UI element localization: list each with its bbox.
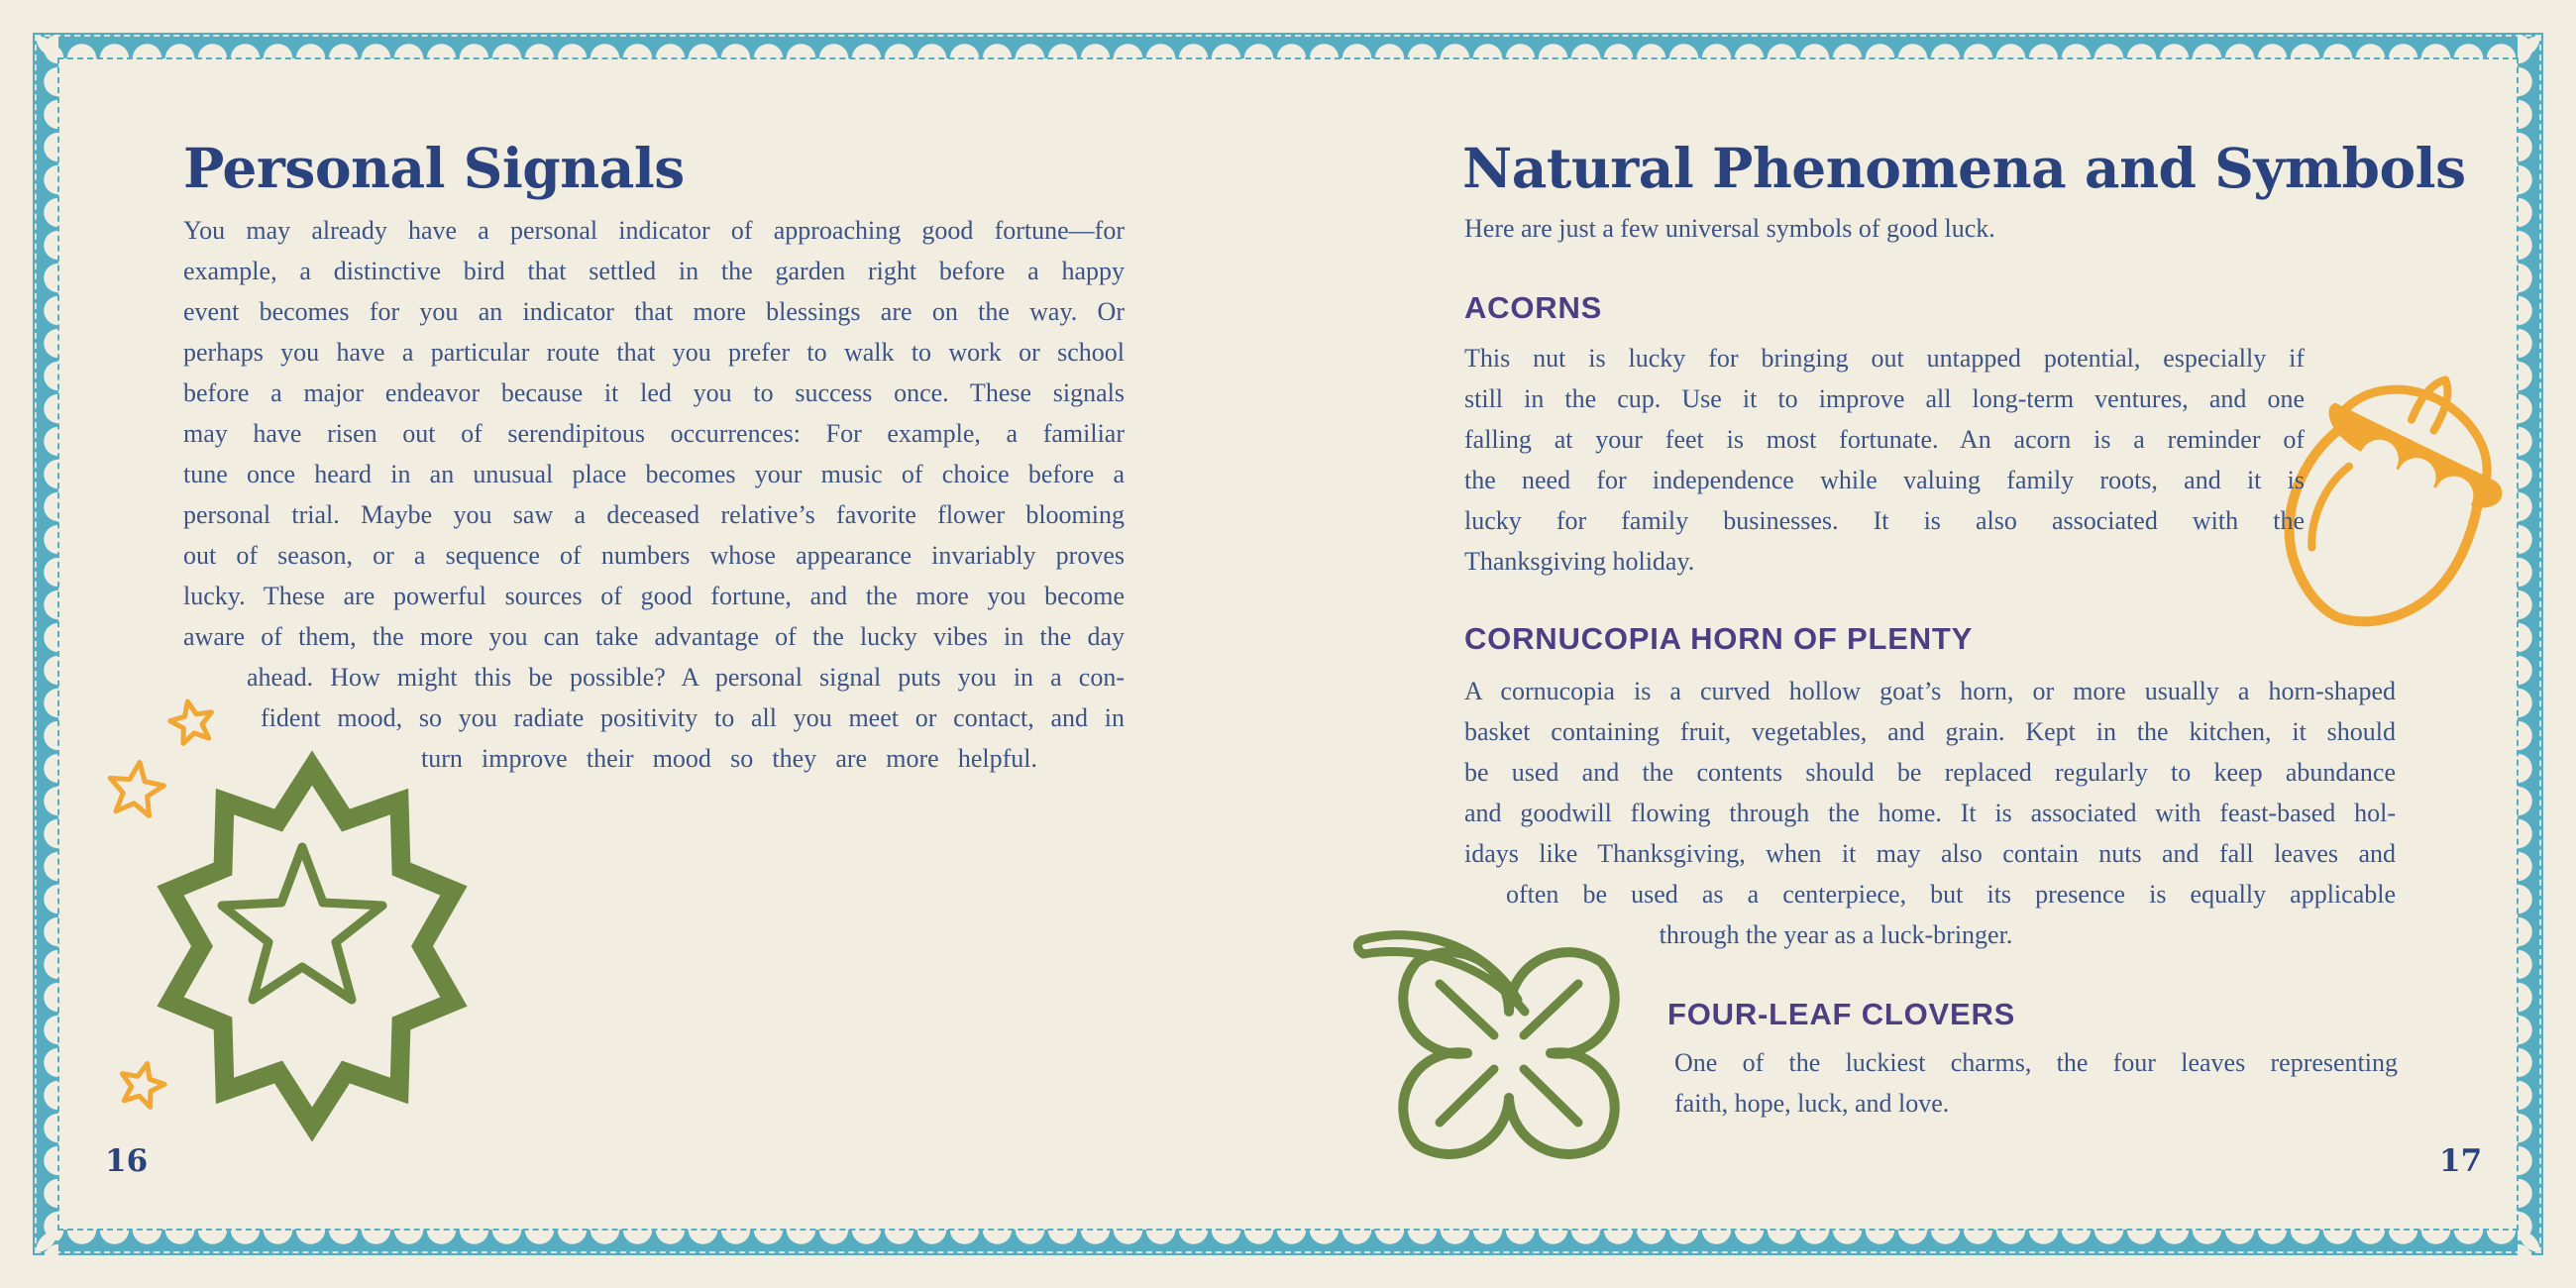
text-line: fident mood, so you radiate positivity to all you meet or contact, and in — [261, 703, 1125, 732]
text-line: often be used as a centerpiece, but its presence is equally applicable — [1506, 880, 2396, 909]
text-line: aware of them, the more you can take advantage of the lucky vibes in the day — [183, 622, 1125, 651]
text-line: still in the cup. Use it to improve all long-term ventures, and one — [1464, 384, 2305, 413]
text-line: You may already have a personal indicator of approaching good fortune—for — [183, 216, 1125, 245]
text-line: tune once heard in an unusual place becomes your music of choice before a — [183, 460, 1125, 488]
text-line: ahead. How might this be possible? A personal signal puts you in a con- — [247, 663, 1125, 692]
starburst-seal-icon — [149, 758, 476, 1134]
text-line: before a major endeavor because it led you to success once. These signals — [183, 378, 1125, 407]
text-line: perhaps you have a particular route that you prefer to walk to work or school — [183, 338, 1125, 367]
acorns-paragraph — [1464, 338, 2305, 582]
left-page-number: 16 — [105, 1143, 149, 1179]
clovers-paragraph — [1674, 1042, 2398, 1124]
right-page-number: 17 — [2439, 1143, 2483, 1179]
acorns-section-heading: ACORNS — [1464, 290, 1603, 325]
scallop-border-right — [2518, 33, 2543, 1255]
text-line: example, a distinctive bird that settled in the garden right before a happy — [183, 257, 1125, 285]
text-line: Thanksgiving holiday. — [1464, 547, 1695, 576]
scallop-border-left — [33, 33, 58, 1255]
outline-star-icon — [94, 750, 176, 831]
text-line: basket containing fruit, vegetables, and grain. Kept in the kitchen, it should — [1464, 717, 2396, 746]
left-page-title: Personal Signals — [183, 136, 685, 200]
text-line: through the year as a luck-bringer. — [1659, 920, 2013, 949]
text-line: faith, hope, luck, and love. — [1674, 1089, 1950, 1118]
text-line: may have risen out of serendipitous occurrences: For example, a familiar — [183, 419, 1125, 448]
text-line: A cornucopia is a curved hollow goat’s horn, or more usually a horn-shaped — [1464, 677, 2396, 705]
cornucopia-section-heading: CORNUCOPIA HORN OF PLENTY — [1464, 621, 1974, 656]
cornucopia-paragraph — [1464, 671, 2396, 955]
text-line: turn improve their mood so they are more helpful. — [421, 744, 1037, 773]
text-line: lucky. These are powerful sources of good fortune, and the more you become — [183, 582, 1125, 610]
text-line: lucky for family businesses. It is also associated with the — [1464, 506, 2305, 535]
right-page-intro: Here are just a few universal symbols of good luck. — [1464, 214, 1995, 243]
text-line: idays like Thanksgiving, when it may also contain nuts and fall leaves and — [1464, 839, 2396, 868]
text-line: out of season, or a sequence of numbers whose appearance invariably proves — [183, 541, 1125, 570]
personal-signals-paragraph — [183, 210, 1125, 779]
right-page-title: Natural Phenomena and Symbols — [1462, 136, 2466, 200]
text-line: and goodwill flowing through the home. It is associated with feast-based hol- — [1464, 799, 2396, 827]
text-line: be used and the contents should be replaced regularly to keep abundance — [1464, 758, 2396, 787]
text-line: falling at your feet is most fortunate. An acorn is a reminder of — [1464, 425, 2305, 454]
text-line: This nut is lucky for bringing out untapped potential, especially if — [1464, 344, 2305, 373]
scallop-border-top — [33, 33, 2543, 58]
text-line: personal trial. Maybe you saw a deceased relative’s favorite flower blooming — [183, 500, 1125, 529]
text-line: One of the luckiest charms, the four leaves representing — [1674, 1048, 2398, 1077]
text-line: the need for independence while valuing family roots, and it is — [1464, 466, 2305, 494]
clovers-section-heading: FOUR-LEAF CLOVERS — [1667, 997, 2016, 1031]
text-line: event becomes for you an indicator that more blessings are on the way. Or — [183, 297, 1125, 326]
scallop-border-bottom — [33, 1230, 2543, 1255]
